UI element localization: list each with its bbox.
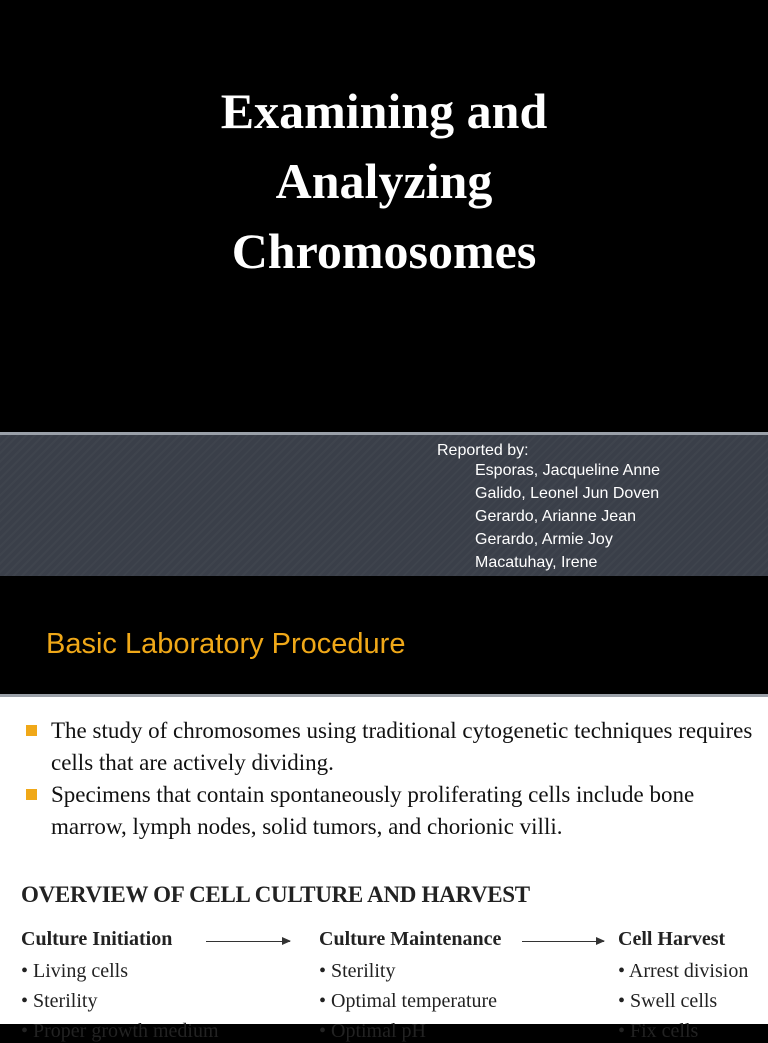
bullet-list: [24, 715, 754, 843]
presenter-name: Esporas, Jacqueline Anne: [475, 462, 661, 479]
bullet-item: [24, 715, 754, 779]
section-header: [0, 576, 768, 696]
column-item: • Living cells: [21, 960, 128, 982]
column-item: • Optimal pH: [319, 1020, 426, 1042]
slide-body: [0, 697, 768, 1042]
slide-title: [0, 76, 768, 286]
bullet-text: The study of chromosomes using traditional cytogenetic techniques requires cells that are actively dividing.: [51, 718, 753, 775]
bullet-square-icon: [26, 789, 37, 800]
column-title-culture-initiation: Culture Initiation: [21, 928, 173, 950]
bullet-text: Specimens that contain spontaneously proliferating cells include bone marrow, lymph nodes, solid tumors, and chorionic villi.: [51, 782, 695, 839]
presenter-list: [475, 459, 660, 574]
column-item: • Proper growth medium: [21, 1020, 219, 1042]
column-item: • Sterility: [319, 960, 396, 982]
presenter-name: Galido, Leonel Jun Doven: [475, 485, 660, 502]
column-item: • Fix cells: [618, 1020, 699, 1042]
presenter-name: Macatuhay, Irene: [475, 554, 598, 571]
arrow-right-icon: [522, 941, 604, 942]
title-line-2: Analyzing: [275, 153, 493, 209]
bullet-item: [24, 779, 754, 843]
column-item: • Arrest division: [618, 960, 749, 982]
title-line-3: Chromosomes: [231, 223, 537, 279]
title-slide: [0, 0, 768, 432]
reported-by-label: Reported by:: [437, 442, 529, 459]
bullet-square-icon: [26, 725, 37, 736]
column-item: • Sterility: [21, 990, 98, 1012]
column-item: • Swell cells: [618, 990, 718, 1012]
section-title: Basic Laboratory Procedure: [46, 628, 406, 660]
presenter-name: Gerardo, Arianne Jean: [475, 508, 636, 525]
column-title-culture-maintenance: Culture Maintenance: [319, 928, 502, 950]
column-item: • Optimal temperature: [319, 990, 498, 1012]
column-title-cell-harvest: Cell Harvest: [618, 928, 726, 950]
figure-heading: OVERVIEW OF CELL CULTURE AND HARVEST: [21, 882, 530, 907]
title-line-1: Examining and: [220, 83, 548, 139]
presenters-band: [0, 432, 768, 576]
presenter-name: Gerardo, Armie Joy: [475, 531, 613, 548]
arrow-right-icon: [206, 941, 290, 942]
